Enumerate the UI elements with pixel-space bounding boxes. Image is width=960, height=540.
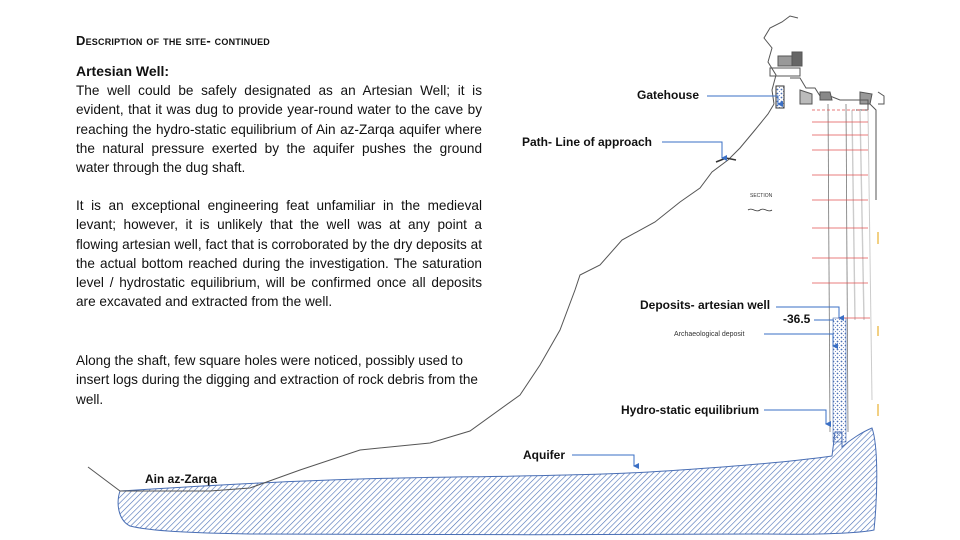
section-label: SECTION	[750, 193, 773, 199]
aquifer-arrow	[572, 455, 634, 466]
path-label: Path- Line of approach	[522, 135, 653, 149]
section-subheading: Artesian Well:	[76, 63, 170, 79]
page-heading: Description of the site- continued	[76, 33, 270, 48]
archaeological-deposit-label: Archaeological deposit	[674, 331, 745, 338]
gatehouse-arrow	[707, 96, 778, 104]
ain-az-zarqa-label: Ain az-Zarqa	[145, 472, 218, 486]
arch-deposit-arrow	[764, 334, 833, 346]
well-shaft	[828, 104, 872, 442]
deposits-label: Deposits- artesian well	[640, 298, 771, 312]
hydro-arrow	[764, 410, 826, 424]
depth-label: -36.5	[783, 312, 811, 326]
castle-structure	[764, 16, 884, 200]
path-arrow	[662, 142, 722, 158]
aquifer-label: Aquifer	[523, 448, 565, 462]
section-squiggle	[748, 209, 772, 211]
gatehouse-label: Gatehouse	[637, 88, 700, 102]
aquifer-body	[118, 428, 877, 535]
hydrostatic-label: Hydro-static equilibrium	[621, 403, 760, 417]
paragraph-engineering-feat: It is an exceptional engineering feat unfamiliar in the medieval levant; however, it is unlikely that the well was at any point a flowing artesian well, fact that is corroborated by the dry deposits at the actual bottom reached during the investigation. The saturation level / hydrostatic equilibrium, will be confirmed once all deposits are excavated and extracted from the well.	[76, 198, 482, 310]
paragraph-square-holes: Along the shaft, few square holes were noticed, possibly used to insert logs during the digging and extraction of rock debris from the well.	[76, 353, 478, 407]
paragraph-artesian-definition: The well could be safely designated as an Artesian Well; it is evident, that it was dug to provide year-round water to the cave by reaching the hydro-static equilibrium of Ain az-Zarqa aquifer where the natural pressure exerted by the aquifer pushes the ground water through the dug shaft.	[76, 83, 482, 176]
archaeological-deposit-fill	[833, 318, 846, 442]
